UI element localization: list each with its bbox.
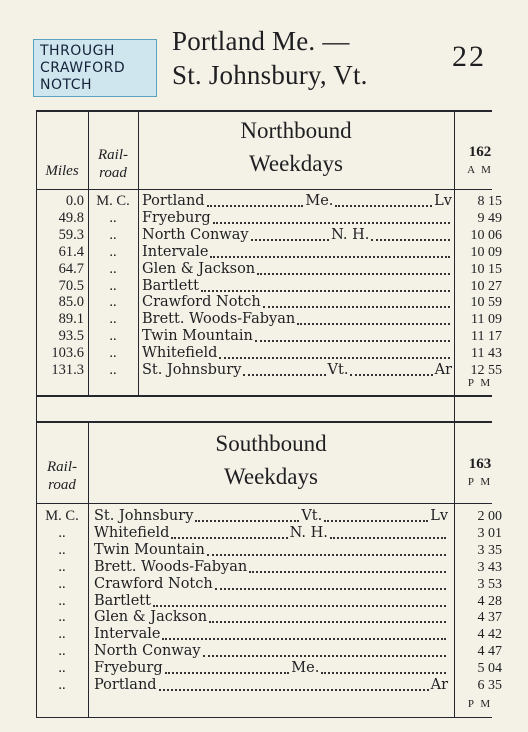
south-pm-top-label: P M [467,476,493,488]
table-bottom-rule [36,717,492,718]
miles-cell: 59.3 [58,226,84,243]
railroad-cell: .. [109,277,117,294]
arr-dep-marker: Ar [430,677,448,693]
station-cell [142,210,452,227]
miles-cell: 0.0 [65,193,84,209]
station-name: Crawford Notch [142,294,261,311]
station-cell [142,227,452,244]
leader-dots [324,519,428,522]
station-name: Portland [94,677,157,693]
departure-time: 4 42 [477,627,502,643]
leader-dots [201,289,450,292]
station-cell [142,294,452,311]
departure-time: 10 06 [470,227,502,243]
leader-dots [195,519,299,522]
departure-time: 6 35 [477,678,502,693]
north-am-label: A M [467,164,493,176]
station-name: Crawford Notch [94,575,213,592]
station-cell [142,278,452,295]
northbound-weekdays-label: Weekdays [249,151,343,176]
station-name: Fryeburg [142,209,211,226]
station-name: Bartlett [142,277,199,294]
railroad-cell: .. [109,260,117,277]
departure-time: 11 17 [471,329,502,345]
station-state: Me. [291,660,320,677]
departure-time: 4 28 [477,593,502,609]
railroad-cell: .. [109,362,117,378]
station-cell [94,576,448,593]
south-railroad-column-header [36,458,88,494]
departure-time: 10 09 [470,244,502,260]
leader-dots [207,553,446,556]
miles-cell: 93.5 [58,328,84,345]
station-cell [94,677,448,694]
leader-dots [209,620,446,623]
station-name: Brett. Woods-Fabyan [142,311,296,328]
leader-dots [159,688,429,691]
leader-dots [249,570,446,573]
station-cell [94,542,448,559]
northbound-label: Northbound [240,118,352,143]
leader-dots [162,637,446,640]
departure-time: 3 43 [477,559,502,575]
route-title [172,24,368,92]
leader-dots [213,221,450,224]
railroad-cell: .. [58,575,66,592]
railroad-cell: M. C. [45,508,79,524]
arr-dep-marker: Lv [430,508,449,524]
railroad-cell: .. [58,524,66,541]
departure-time: 9 49 [477,210,502,226]
leader-dots [153,604,446,607]
departure-time: 11 09 [471,312,502,328]
route-title-line-1: Portland Me. — [172,26,350,56]
departure-time: 3 01 [477,525,502,541]
leader-dots [335,204,432,207]
railroad-cell: .. [109,294,117,311]
station-name: Glen & Jackson [94,609,208,626]
railroad-cell: M. C. [96,193,130,209]
station-name: Glen & Jackson [142,260,256,277]
station-cell [94,525,448,542]
page-number: 22 [452,40,486,73]
leader-dots [255,339,450,342]
station-name: St. Johnsbury [142,362,242,378]
leader-dots [215,587,446,590]
badge-line-3: NOTCH [40,77,93,93]
railroad-cell: .. [58,558,66,575]
through-crawford-notch-badge [33,39,157,97]
southbound-label: Southbound [215,431,327,456]
railroad-cell: .. [58,643,66,660]
station-cell [142,193,452,210]
departure-time: 10 15 [470,261,502,277]
north-pm-label: P M [467,377,493,389]
departure-time: 10 59 [470,295,502,311]
miles-column-header: Miles [45,163,79,179]
station-cell [142,345,452,362]
station-name: Twin Mountain [142,328,253,345]
miles-cell: 85.0 [58,294,84,311]
station-cell [94,593,448,610]
south-railroad-head-1: Rail- [47,459,77,475]
leader-dots [321,671,446,674]
route-title-line-2: St. Johnsbury, Vt. [172,60,368,90]
station-name: Intervale [94,626,161,643]
northbound-title [138,114,454,180]
miles-cell: 103.6 [51,345,84,362]
departure-time: 2 00 [477,509,502,524]
leader-dots [210,255,450,258]
station-cell [94,609,448,626]
leader-dots [203,654,446,657]
miles-cell: 70.5 [58,277,84,294]
leader-dots [263,305,450,308]
leader-dots [207,204,304,207]
leader-dots [330,536,446,539]
railroad-cell: .. [58,592,66,609]
left-border [36,111,37,717]
railroad-cell: .. [58,541,66,558]
north-railroad-head-1: Rail- [98,147,128,163]
south-header-rule [36,503,492,504]
departure-time: 4 47 [477,644,502,660]
railroad-cell: .. [109,328,117,345]
railroad-cell: .. [58,660,66,677]
leader-dots [165,671,290,674]
arr-dep-marker: Lv [434,193,452,209]
station-cell [94,643,448,660]
badge-line-1: THROUGH [40,43,115,59]
miles-cell: 64.7 [58,260,84,277]
railroad-cell: .. [109,345,117,362]
south-top-rule [36,421,492,423]
station-name: Portland [142,193,205,209]
leader-dots [171,536,287,539]
station-name: Twin Mountain [94,541,205,558]
departure-time: 10 27 [470,278,502,294]
miles-cell: 131.3 [51,362,84,378]
station-name: North Conway [94,643,201,660]
departure-time: 3 53 [477,576,502,592]
south-train-number: 163 [468,456,492,472]
badge-line-2: CRAWFORD [40,60,126,76]
miles-cell: 61.4 [58,243,84,260]
station-name: Brett. Woods-Fabyan [94,558,248,575]
miles-cell: 89.1 [58,311,84,328]
leader-dots [219,356,450,359]
north-railroad-head-2: road [99,165,127,181]
station-name: Bartlett [94,592,151,609]
top-rule [36,110,492,112]
station-cell [142,362,452,379]
station-cell [94,660,448,677]
departure-time: 3 35 [477,542,502,558]
north-bottom-rule [36,395,492,397]
railroad-cell: .. [109,311,117,328]
railroad-cell: .. [58,609,66,626]
station-cell [142,311,452,328]
south-pm-label: P M [467,698,493,710]
leader-dots [371,238,450,241]
railroad-cell: .. [109,209,117,226]
leader-dots [297,322,450,325]
southbound-title [88,427,454,493]
departure-time: 11 43 [471,346,502,362]
station-cell [94,559,448,576]
leader-dots [350,373,432,376]
departure-time: 5 04 [477,661,502,677]
departure-time: 12 55 [470,363,502,378]
station-state: Vt. [301,508,323,524]
arr-dep-marker: Ar [434,362,452,378]
station-name: North Conway [142,226,249,243]
departure-time: 8 15 [477,194,502,209]
station-cell [142,328,452,345]
station-name: Fryeburg [94,660,163,677]
station-name: St. Johnsbury [94,508,194,524]
north-railroad-column-header [88,146,138,182]
railroad-cell: .. [58,626,66,643]
leader-dots [257,272,450,275]
north-header-rule [36,189,492,190]
station-name: Whitefield [142,345,218,362]
railroad-cell: .. [109,243,117,260]
departure-time: 4 37 [477,610,502,626]
station-name: Intervale [142,243,209,260]
station-state: Vt. [327,362,349,378]
leader-dots [243,373,325,376]
station-cell [142,261,452,278]
station-name: Whitefield [94,524,170,541]
north-train-number: 162 [468,144,492,160]
station-cell [94,626,448,643]
station-state: N. H. [289,524,328,541]
station-state: Me. [305,193,334,209]
station-cell [94,508,448,525]
railroad-cell: .. [58,677,66,693]
railroad-cell: .. [109,226,117,243]
station-state: N. H. [331,226,370,243]
station-cell [142,244,452,261]
time-divider [454,111,455,717]
leader-dots [251,238,330,241]
miles-cell: 49.8 [58,209,84,226]
south-railroad-head-2: road [48,477,76,493]
southbound-weekdays-label: Weekdays [224,464,318,489]
